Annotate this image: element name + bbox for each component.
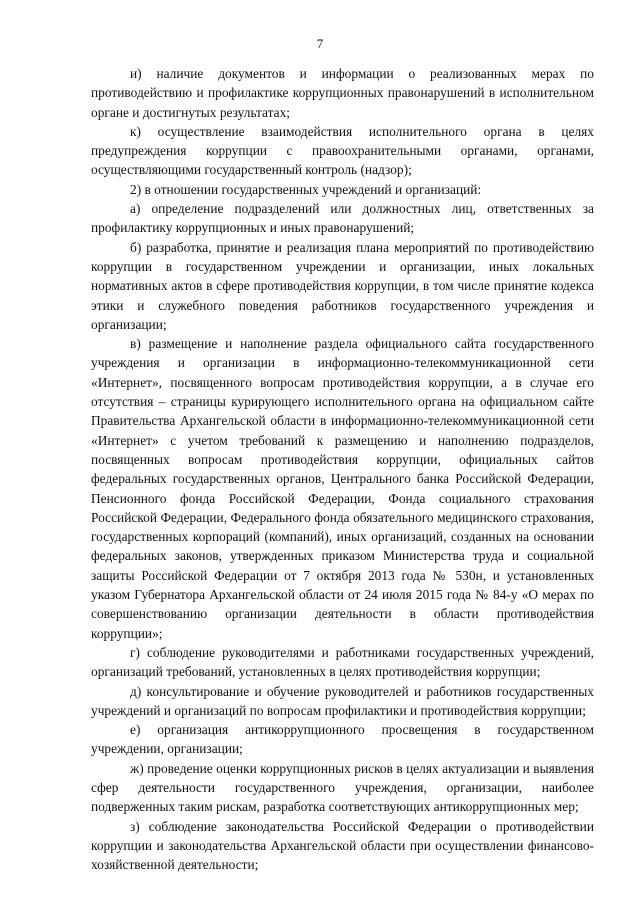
paragraph-b: б) разработка, принятие и реализация плана мероприятий по противодействию коррупции в государственном учреждении и организации, иных локальных нормативных актов в сфере противодействия коррупции, в том числе принятие кодекса этики и служебного поведения работников государственного учреждения и организации;: [91, 239, 594, 332]
paragraph-k: к) осуществление взаимодействия исполнительного органа в целях предупреждения коррупции с правоохранительными органами, органами, осуществляющими государственный контроль (надзор);: [91, 123, 594, 178]
paragraph-section-2: 2) в отношении государственных учреждений и организаций:: [130, 181, 482, 197]
page-number: 7: [316, 36, 324, 51]
document-body: [91, 64, 594, 874]
paragraph-a: а) определение подразделений или должностных лиц, ответственных за профилактику коррупционных и иных правонарушений;: [91, 201, 594, 236]
paragraph-e: е) организация антикоррупционного просвещения в государственном учреждении, организации;: [91, 722, 594, 757]
paragraph-g: г) соблюдение руководителями и работниками государственных учреждений, организаций требований, установленных в целях противодействия коррупции;: [91, 644, 594, 680]
paragraph-v: в) размещение и наполнение раздела официального сайта государственного учреждения и организации в информационно-телекоммуникационной сети «Интернет», посвященного вопросам противодействия коррупции, а в случае его отсутствия – страницы курирующего исполнительного органа на официальном сайте Правительства Архангельской области в информационно-телекоммуникационной сети «Интернет» с учетом требований к размещению и наполнению подразделов, посвященных вопросам противодействия коррупции, официальных сайтов федеральных государственных органов, Центрального банка Российской Федерации, Пенсионного фонда Российской Федерации, Фонда социального страхования Российской Федерации, Федерального фонда обязательного медицинского страхования, государственных корпораций (компаний), иных организаций, созданных на основании федеральных законов, утвержденных приказом Министерства труда и социальной защиты Российской Федерации от 7 октября 2013 года № 530н, и установленных указом Губернатора Архангельской области от 24 июля 2015 года № 84-у «О мерах по совершенствованию организации деятельности в области противодействия коррупции»;: [91, 336, 594, 641]
paragraph-zh: ж) проведение оценки коррупционных рисков в целях актуализации и выявления сфер деятельности государственного учреждения, организации, наиболее подверженных таким рискам, разработка соответствующих антикоррупционных мер;: [91, 760, 594, 815]
paragraph-z: з) соблюдение законодательства Российской Федерации о противодействии коррупции и законодательства Архангельской области при осуществлении финансово-хозяйственной деятельности;: [91, 818, 594, 873]
paragraph-d: д) консультирование и обучение руководителей и работников государственных учреждений и организаций по вопросам профилактики и противодействия коррупции;: [91, 683, 594, 718]
paragraph-i: и) наличие документов и информации о реализованных мерах по противодействию и профилактике коррупционных правонарушений в исполнительном органе и достигнутых результатах;: [91, 66, 594, 120]
